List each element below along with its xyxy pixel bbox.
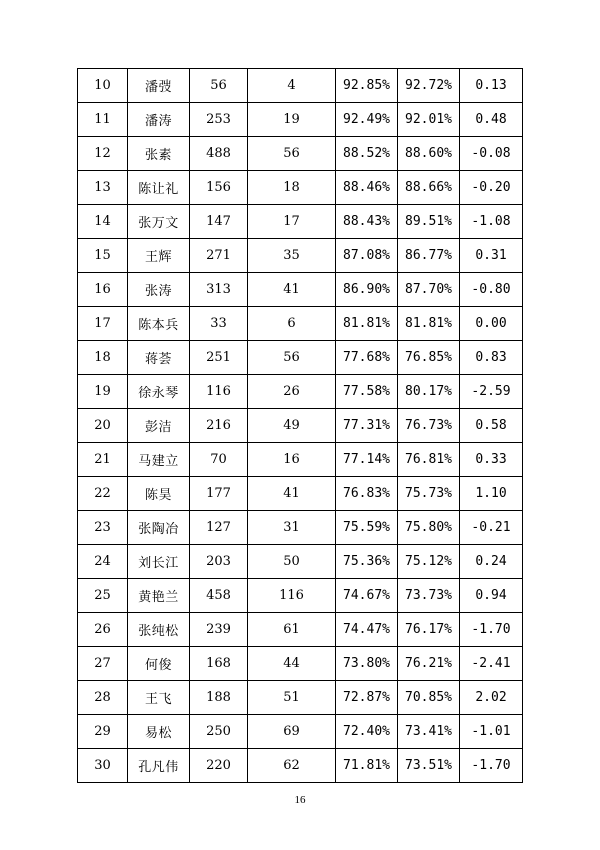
total-cell: 458 [190, 579, 248, 613]
total-cell: 156 [190, 171, 248, 205]
rank-cell: 17 [78, 307, 128, 341]
total-cell: 116 [190, 375, 248, 409]
difference-cell: 2.02 [460, 681, 523, 715]
rate-current-cell: 92.49% [336, 103, 398, 137]
count-cell: 4 [248, 69, 336, 103]
rank-cell: 24 [78, 545, 128, 579]
name-cell: 蒋荟 [128, 341, 190, 375]
rate-previous-cell: 73.51% [398, 749, 460, 783]
name-cell: 彭洁 [128, 409, 190, 443]
total-cell: 250 [190, 715, 248, 749]
total-cell: 313 [190, 273, 248, 307]
rank-cell: 19 [78, 375, 128, 409]
rate-current-cell: 81.81% [336, 307, 398, 341]
difference-cell: 0.24 [460, 545, 523, 579]
rank-cell: 20 [78, 409, 128, 443]
name-cell: 马建立 [128, 443, 190, 477]
difference-cell: 0.13 [460, 69, 523, 103]
difference-cell: -0.80 [460, 273, 523, 307]
rank-cell: 30 [78, 749, 128, 783]
difference-cell: -0.21 [460, 511, 523, 545]
name-cell: 陈本兵 [128, 307, 190, 341]
rank-cell: 14 [78, 205, 128, 239]
rate-previous-cell: 73.41% [398, 715, 460, 749]
count-cell: 51 [248, 681, 336, 715]
rank-cell: 18 [78, 341, 128, 375]
name-cell: 王辉 [128, 239, 190, 273]
table-row [78, 579, 523, 613]
total-cell: 147 [190, 205, 248, 239]
difference-cell: 0.83 [460, 341, 523, 375]
rate-current-cell: 87.08% [336, 239, 398, 273]
table-row [78, 443, 523, 477]
rate-current-cell: 86.90% [336, 273, 398, 307]
rank-cell: 28 [78, 681, 128, 715]
rate-previous-cell: 70.85% [398, 681, 460, 715]
rank-cell: 22 [78, 477, 128, 511]
difference-cell: -0.08 [460, 137, 523, 171]
rate-previous-cell: 92.72% [398, 69, 460, 103]
table-row [78, 205, 523, 239]
difference-cell: -1.01 [460, 715, 523, 749]
count-cell: 56 [248, 341, 336, 375]
rank-cell: 26 [78, 613, 128, 647]
rate-current-cell: 77.14% [336, 443, 398, 477]
table-body [78, 69, 523, 783]
difference-cell: 0.31 [460, 239, 523, 273]
total-cell: 127 [190, 511, 248, 545]
count-cell: 56 [248, 137, 336, 171]
name-cell: 张涛 [128, 273, 190, 307]
rate-previous-cell: 81.81% [398, 307, 460, 341]
rate-previous-cell: 73.73% [398, 579, 460, 613]
rate-current-cell: 74.67% [336, 579, 398, 613]
total-cell: 253 [190, 103, 248, 137]
table-row [78, 341, 523, 375]
table-row [78, 545, 523, 579]
table-row [78, 715, 523, 749]
name-cell: 陈让礼 [128, 171, 190, 205]
rate-current-cell: 75.59% [336, 511, 398, 545]
count-cell: 35 [248, 239, 336, 273]
count-cell: 69 [248, 715, 336, 749]
rate-current-cell: 77.58% [336, 375, 398, 409]
table-row [78, 511, 523, 545]
total-cell: 70 [190, 443, 248, 477]
total-cell: 251 [190, 341, 248, 375]
rate-current-cell: 72.40% [336, 715, 398, 749]
total-cell: 239 [190, 613, 248, 647]
rate-current-cell: 72.87% [336, 681, 398, 715]
table-row [78, 239, 523, 273]
table-row [78, 477, 523, 511]
rate-current-cell: 77.68% [336, 341, 398, 375]
count-cell: 19 [248, 103, 336, 137]
count-cell: 6 [248, 307, 336, 341]
rate-current-cell: 71.81% [336, 749, 398, 783]
rate-previous-cell: 86.77% [398, 239, 460, 273]
total-cell: 271 [190, 239, 248, 273]
rate-previous-cell: 75.73% [398, 477, 460, 511]
table-row [78, 647, 523, 681]
name-cell: 张陶冶 [128, 511, 190, 545]
name-cell: 何俊 [128, 647, 190, 681]
rate-previous-cell: 75.12% [398, 545, 460, 579]
rate-previous-cell: 76.85% [398, 341, 460, 375]
name-cell: 张万文 [128, 205, 190, 239]
rank-cell: 11 [78, 103, 128, 137]
rate-previous-cell: 87.70% [398, 273, 460, 307]
table-row [78, 273, 523, 307]
count-cell: 44 [248, 647, 336, 681]
rank-cell: 10 [78, 69, 128, 103]
name-cell: 张纯松 [128, 613, 190, 647]
rank-cell: 13 [78, 171, 128, 205]
count-cell: 41 [248, 477, 336, 511]
total-cell: 168 [190, 647, 248, 681]
name-cell: 潘弢 [128, 69, 190, 103]
rate-previous-cell: 92.01% [398, 103, 460, 137]
rate-previous-cell: 76.17% [398, 613, 460, 647]
name-cell: 刘长江 [128, 545, 190, 579]
rate-current-cell: 76.83% [336, 477, 398, 511]
page-number: 16 [294, 794, 306, 806]
count-cell: 50 [248, 545, 336, 579]
rate-previous-cell: 76.21% [398, 647, 460, 681]
name-cell: 黄艳兰 [128, 579, 190, 613]
difference-cell: -1.70 [460, 613, 523, 647]
table-row [78, 69, 523, 103]
rate-current-cell: 77.31% [336, 409, 398, 443]
rate-previous-cell: 76.81% [398, 443, 460, 477]
total-cell: 203 [190, 545, 248, 579]
count-cell: 61 [248, 613, 336, 647]
count-cell: 17 [248, 205, 336, 239]
count-cell: 62 [248, 749, 336, 783]
total-cell: 220 [190, 749, 248, 783]
name-cell: 陈昊 [128, 477, 190, 511]
rank-cell: 12 [78, 137, 128, 171]
rank-cell: 27 [78, 647, 128, 681]
rate-current-cell: 88.52% [336, 137, 398, 171]
difference-cell: -0.20 [460, 171, 523, 205]
rate-previous-cell: 80.17% [398, 375, 460, 409]
total-cell: 188 [190, 681, 248, 715]
table-row [78, 749, 523, 783]
table-row [78, 409, 523, 443]
rate-current-cell: 92.85% [336, 69, 398, 103]
rate-current-cell: 74.47% [336, 613, 398, 647]
difference-cell: 0.33 [460, 443, 523, 477]
rate-previous-cell: 76.73% [398, 409, 460, 443]
difference-cell: -2.59 [460, 375, 523, 409]
rate-current-cell: 73.80% [336, 647, 398, 681]
table-row [78, 613, 523, 647]
rate-previous-cell: 88.60% [398, 137, 460, 171]
table-row [78, 103, 523, 137]
count-cell: 116 [248, 579, 336, 613]
total-cell: 177 [190, 477, 248, 511]
table-row [78, 137, 523, 171]
rank-cell: 29 [78, 715, 128, 749]
count-cell: 18 [248, 171, 336, 205]
name-cell: 孔凡伟 [128, 749, 190, 783]
ranking-table [77, 68, 523, 783]
rank-cell: 21 [78, 443, 128, 477]
count-cell: 41 [248, 273, 336, 307]
difference-cell: -1.70 [460, 749, 523, 783]
table-row [78, 171, 523, 205]
rate-current-cell: 88.43% [336, 205, 398, 239]
total-cell: 216 [190, 409, 248, 443]
difference-cell: 1.10 [460, 477, 523, 511]
name-cell: 易松 [128, 715, 190, 749]
table-row [78, 307, 523, 341]
difference-cell: 0.00 [460, 307, 523, 341]
rank-cell: 25 [78, 579, 128, 613]
rank-cell: 15 [78, 239, 128, 273]
rate-current-cell: 88.46% [336, 171, 398, 205]
rank-cell: 16 [78, 273, 128, 307]
rate-current-cell: 75.36% [336, 545, 398, 579]
name-cell: 潘涛 [128, 103, 190, 137]
total-cell: 33 [190, 307, 248, 341]
name-cell: 徐永琴 [128, 375, 190, 409]
rank-cell: 23 [78, 511, 128, 545]
name-cell: 王飞 [128, 681, 190, 715]
total-cell: 56 [190, 69, 248, 103]
difference-cell: 0.58 [460, 409, 523, 443]
total-cell: 488 [190, 137, 248, 171]
count-cell: 26 [248, 375, 336, 409]
table-row [78, 375, 523, 409]
difference-cell: 0.48 [460, 103, 523, 137]
difference-cell: -1.08 [460, 205, 523, 239]
count-cell: 31 [248, 511, 336, 545]
table-row [78, 681, 523, 715]
count-cell: 49 [248, 409, 336, 443]
difference-cell: -2.41 [460, 647, 523, 681]
rate-previous-cell: 88.66% [398, 171, 460, 205]
rate-previous-cell: 89.51% [398, 205, 460, 239]
rate-previous-cell: 75.80% [398, 511, 460, 545]
difference-cell: 0.94 [460, 579, 523, 613]
name-cell: 张素 [128, 137, 190, 171]
count-cell: 16 [248, 443, 336, 477]
